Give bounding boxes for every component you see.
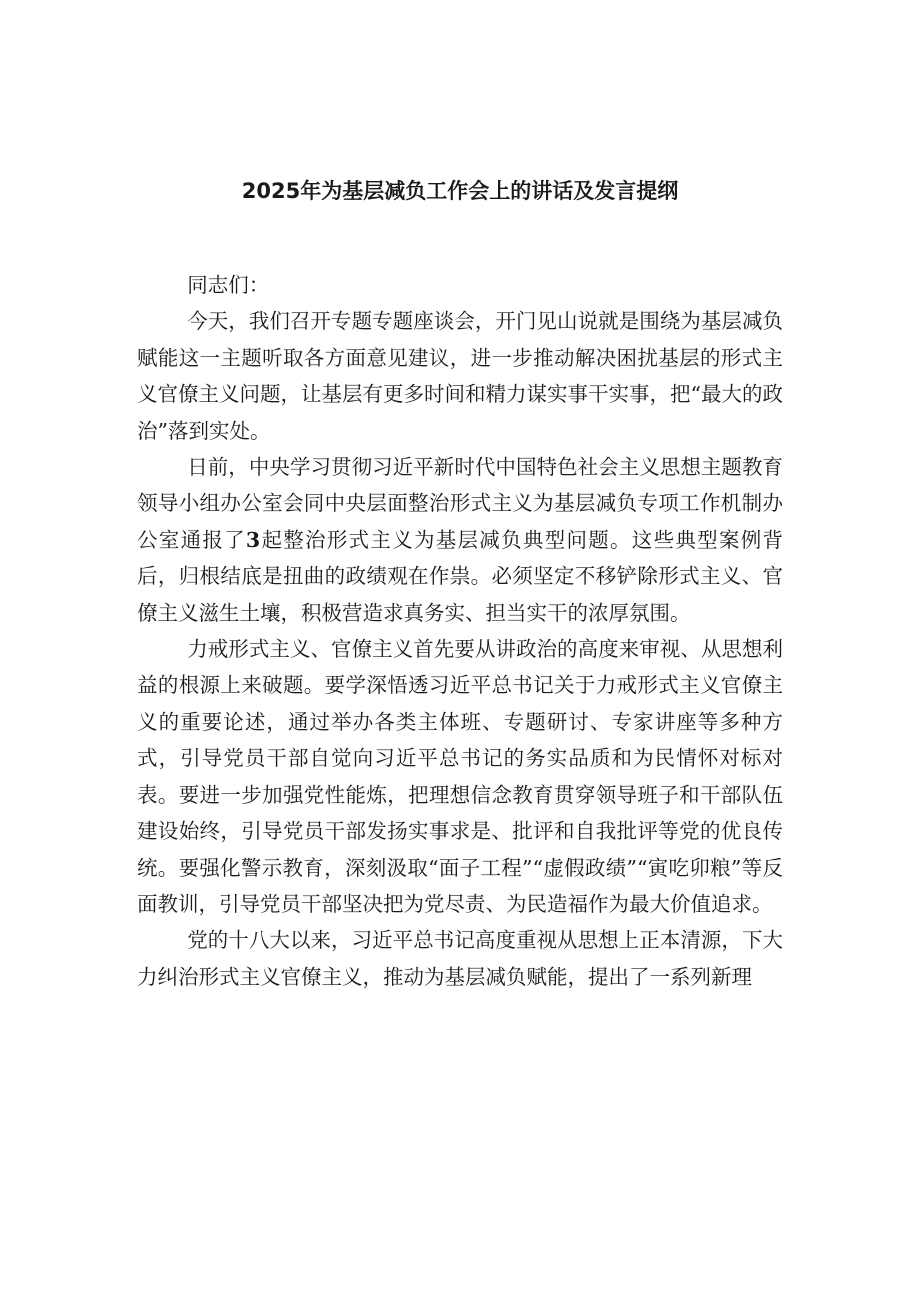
paragraph-2-part-2: 起整治形式主义为基层减负典型问题。这些典型案例背后，归根结底是扭曲的政绩观在作祟。必须坚定不移铲除形式主义、官僚主义滋生土壤，积极营造求真务实、担当实干的浓厚氛围。 — [137, 527, 784, 625]
case-count-number: 3 — [245, 527, 261, 552]
paragraph-3: 力戒形式主义、官僚主义首先要从讲政治的高度来审视、从思想利益的根源上来破题。要学深悟透习近平总书记关于力戒形式主义官僚主义的重要论述，通过举办各类主体班、专题研讨、专家讲座等多种方式，引导党员干部自觉向习近平总书记的务实品质和为民情怀对标对表。要进一步加强党性能炼，把理想信念教育贯穿领导班子和干部队伍建设始终，引导党员干部发扬实事求是、批评和自我批评等党的优良传统。要强化警示教育，深刻汲取“面子工程”“虚假政绩”“寅吃卯粮”等反面教训，引导党员干部坚决把为党尽责、为民造福作为最大价值追求。 — [137, 637, 783, 916]
paragraph-2-part-1: 日前，中央学习贯彻习近平新时代中国特色社会主义思想主题教育领导小组办公室会同中央层面整治形式主义为基层减负专项工作机制办公室通报了 — [137, 455, 783, 552]
document-body — [137, 267, 783, 995]
paragraph-4: 党的十八大以来，习近平总书记高度重视从思想上正本清源，下大力纠治形式主义官僚主义，推动为基层减负赋能，提出了一系列新理 — [137, 928, 783, 989]
salutation: 同志们： — [187, 273, 270, 297]
paragraph-1: 今天，我们召开专题专题座谈会，开门见山说就是围绕为基层减负赋能这一主题听取各方面意见建议，进一步推动解决困扰基层的形式主义官僚主义问题，让基层有更多时间和精力谋实事干实事，把“最大的政治”落到实处。 — [137, 309, 783, 443]
document-title: 2025年为基层减负工作会上的讲话及发言提纲 — [241, 179, 679, 203]
paragraph-2 — [137, 449, 783, 631]
